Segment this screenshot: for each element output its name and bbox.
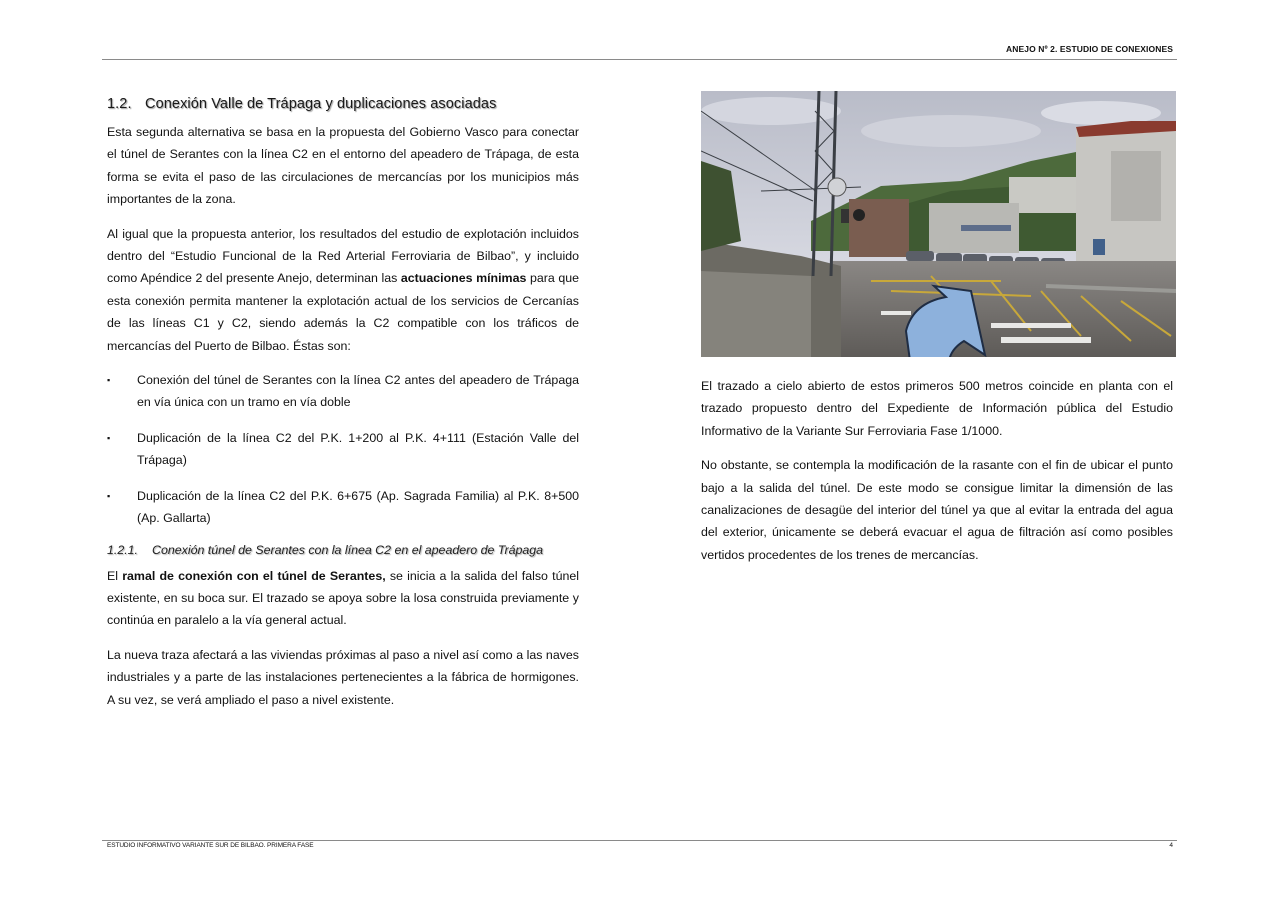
actions-list — [107, 369, 579, 529]
site-photo — [701, 91, 1176, 357]
subsection-paragraph-2: La nueva traza afectará a las viviendas próximas al paso a nivel así como a las naves industriales y a parte de las instalaciones pertenecientes a la fábrica de hormigones. A su vez, se verá ampliado el paso a nivel existente. — [107, 647, 579, 707]
site-photo-illustration — [701, 91, 1176, 357]
list-item-text: Duplicación de la línea C2 del P.K. 1+200 al P.K. 4+111 (Estación Valle del Trápaga) — [137, 430, 579, 468]
subsection-paragraph-1 — [107, 565, 579, 632]
running-header: ANEJO Nº 2. ESTUDIO DE CONEXIONES — [1006, 44, 1173, 54]
right-column — [701, 375, 1173, 578]
left-column — [107, 96, 579, 723]
section-heading — [107, 96, 579, 112]
bullet-icon: ▪ — [107, 490, 111, 501]
paragraph-text: para que esta conexión permita mantener la explotación actual de los servicios de Cercanías de las líneas C1 y C2, siendo además la C2 compatible con los tráficos de mercancías del Puerto de Bilbao. Éstas son: — [107, 271, 579, 353]
footer-rule — [102, 840, 1177, 841]
subsection-title: Conexión túnel de Serantes con la línea C2 en el apeadero de Trápaga — [152, 542, 544, 557]
header-rule — [102, 59, 1177, 60]
list-item — [107, 369, 579, 414]
subsection-heading — [107, 543, 579, 557]
page-number: 4 — [1169, 842, 1173, 849]
section-number: 1.2. — [107, 96, 132, 112]
bold-text: actuaciones mínimas — [400, 271, 527, 286]
subsection-number: 1.2.1. — [107, 542, 139, 557]
list-item — [107, 485, 579, 530]
paragraph-text: Al igual que la propuesta anterior, los resultados del estudio de explotación incluidos dentro del “Estudio Funcional de la Red Arterial Ferroviaria de Bilbao”, y incluido como Apéndice 2 del presente Anejo, determinan las — [107, 226, 579, 286]
section-paragraph-2 — [107, 223, 579, 357]
list-item — [107, 427, 579, 472]
list-item-text: Conexión del túnel de Serantes con la línea C2 antes del apeadero de Trápaga en vía única con un tramo en vía doble — [137, 373, 579, 410]
section-paragraph-1: Esta segunda alternativa se basa en la propuesta del Gobierno Vasco para conectar el túnel de Serantes con la línea C2 en el entorno del apeadero de Trápaga, de esta forma se evita el paso de las circulaciones de mercancías por los municipios más importantes de la zona. — [107, 125, 579, 207]
bullet-icon: ▪ — [107, 375, 111, 386]
paragraph-text: El — [107, 568, 123, 583]
bullet-icon: ▪ — [107, 432, 111, 443]
right-paragraph-1: El trazado a cielo abierto de estos primeros 500 metros coincide en planta con el trazado propuesto dentro del Expediente de Información pública del Estudio Informativo de la Variante Sur Ferroviaria Fase 1/1000. — [701, 379, 1173, 438]
paragraph-text: se inicia a la salida del falso túnel existente, en su boca sur. El trazado se apoya sobre la losa construida previamente y continúa en paralelo a la vía general actual. — [107, 568, 579, 628]
bold-text: ramal de conexión con el túnel de Serantes, — [122, 568, 386, 583]
section-title: Conexión Valle de Trápaga y duplicaciones asociadas — [145, 96, 497, 112]
right-paragraph-2: No obstante, se contempla la modificación de la rasante con el fin de ubicar el punto bajo a la salida del túnel. De este modo se consigue limitar la dimensión de las canalizaciones de desagüe del interior del túnel ya que al evitar la entrada del agua del exterior, únicamente se deberá evacuar el agua de filtración así como posibles vertidos procedentes de los trenes de mercancías. — [701, 458, 1173, 562]
list-item-text: Duplicación de la línea C2 del P.K. 6+675 (Ap. Sagrada Familia) al P.K. 8+500 (Ap. Gallarta) — [137, 488, 579, 526]
footer-title: ESTUDIO INFORMATIVO VARIANTE SUR DE BILBAO. PRIMERA FASE — [107, 842, 314, 849]
